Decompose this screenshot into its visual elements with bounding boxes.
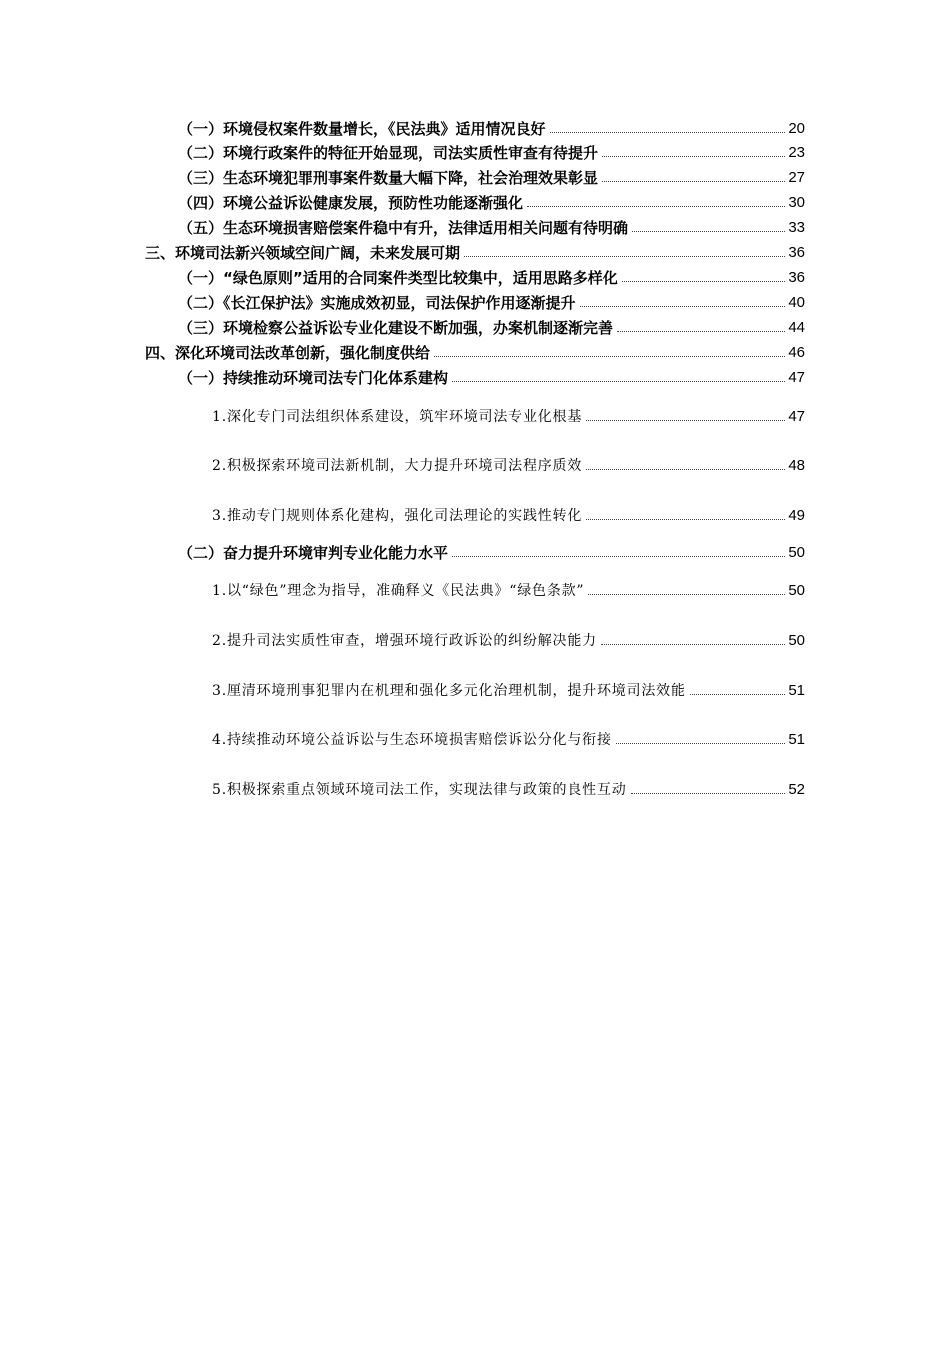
toc-entry-label: （一）持续推动环境司法专门化体系建构: [178, 369, 449, 387]
toc-page-number: 48: [788, 457, 805, 474]
toc-entry-label: （二）奋力提升环境审判专业化能力水平: [178, 544, 449, 562]
toc-page-number: 40: [788, 294, 805, 311]
toc-page-number: 44: [788, 319, 805, 336]
toc-page-number: 51: [788, 682, 805, 699]
toc-entry[interactable]: [145, 240, 805, 262]
toc-entry-label: 三、环境司法新兴领域空间广阔，未来发展可期: [145, 244, 461, 262]
toc-entry[interactable]: [212, 678, 805, 700]
dot-leader: [616, 743, 786, 744]
toc-entry-label: 1.深化专门司法组织体系建设，筑牢环境司法专业化根基: [212, 409, 583, 425]
toc-entry-label: 3.厘清环境刑事犯罪内在机理和强化多元化治理机制，提升环境司法效能: [212, 683, 686, 699]
toc-page-number: 49: [788, 507, 805, 524]
toc-entry[interactable]: [212, 503, 805, 525]
dot-leader: [631, 793, 786, 794]
toc-entry[interactable]: [178, 365, 805, 387]
toc-entry-label: （三）生态环境犯罪刑事案件数量大幅下降，社会治理效果彰显: [178, 169, 599, 187]
toc-page-number: 50: [788, 582, 805, 599]
toc-entry-label: （三）环境检察公益诉讼专业化建设不断加强，办案机制逐渐完善: [178, 319, 614, 337]
toc-page-number: 36: [788, 244, 805, 261]
toc-entry[interactable]: [178, 215, 805, 237]
toc-entry-label: 3.推动专门规则体系化建构，强化司法理论的实践性转化: [212, 508, 583, 524]
dot-leader: [588, 594, 785, 595]
dot-leader: [617, 331, 785, 332]
toc-page-number: 36: [788, 269, 805, 286]
toc-entry[interactable]: [178, 116, 805, 138]
toc-page-number: 50: [788, 544, 805, 561]
dot-leader: [452, 556, 785, 557]
toc-page-number: 20: [788, 120, 805, 137]
toc-entry-label: （五）生态环境损害赔偿案件稳中有升，法律适用相关问题有待明确: [178, 219, 629, 237]
dot-leader: [434, 356, 785, 357]
toc-page-number: 50: [788, 632, 805, 649]
toc-entry[interactable]: [178, 290, 805, 312]
dot-leader: [550, 132, 786, 133]
toc-page-number: 30: [788, 194, 805, 211]
toc-entry[interactable]: [178, 190, 805, 212]
dot-leader: [452, 381, 785, 382]
dot-leader: [580, 306, 786, 307]
dot-leader: [690, 694, 786, 695]
toc-entry[interactable]: [212, 628, 805, 650]
toc-page-number: 47: [788, 408, 805, 425]
dot-leader: [464, 256, 785, 257]
toc-page-number: 47: [788, 369, 805, 386]
toc-page-number: 52: [788, 781, 805, 798]
toc-entry-label: 1.以“绿色”理念为指导，准确释义《民法典》“绿色条款”: [212, 583, 585, 599]
dot-leader: [622, 281, 786, 282]
dot-leader: [586, 420, 785, 421]
toc-entry[interactable]: [178, 265, 805, 287]
toc-entry[interactable]: [212, 727, 805, 749]
dot-leader: [602, 156, 785, 157]
toc-entry[interactable]: [178, 315, 805, 337]
dot-leader: [632, 231, 785, 232]
dot-leader: [601, 644, 785, 645]
toc-entry[interactable]: [212, 777, 805, 799]
toc-entry[interactable]: [145, 340, 805, 362]
toc-entry[interactable]: [212, 578, 805, 600]
toc-entry-label: （一）环境侵权案件数量增长，《民法典》适用情况良好: [178, 120, 546, 138]
toc-page-number: 51: [788, 731, 805, 748]
toc-entry[interactable]: [212, 404, 805, 426]
dot-leader: [586, 519, 785, 520]
toc-entry-label: 5.积极探索重点领域环境司法工作，实现法律与政策的良性互动: [212, 782, 627, 798]
toc-entry[interactable]: [212, 453, 805, 475]
dot-leader: [602, 181, 785, 182]
toc-page-number: 23: [788, 144, 805, 161]
toc-entry-label: 2.提升司法实质性审查，增强环境行政诉讼的纠纷解决能力: [212, 633, 597, 649]
dot-leader: [527, 206, 785, 207]
toc-page-number: 27: [788, 169, 805, 186]
toc-entry-label: 2.积极探索环境司法新机制，大力提升环境司法程序质效: [212, 458, 583, 474]
toc-entry-label: （四）环境公益诉讼健康发展，预防性功能逐渐强化: [178, 194, 524, 212]
dot-leader: [586, 469, 785, 470]
toc-entry[interactable]: [178, 165, 805, 187]
toc-entry[interactable]: [178, 140, 805, 162]
toc-entry-label: 4.持续推动环境公益诉讼与生态环境损害赔偿诉讼分化与衔接: [212, 732, 612, 748]
toc-entry-label: （二）《长江保护法》实施成效初显，司法保护作用逐渐提升: [178, 294, 576, 312]
toc-entry-label: （一）“绿色原则”适用的合同案件类型比较集中，适用思路多样化: [178, 269, 618, 287]
toc-page-number: 46: [788, 344, 805, 361]
toc-entry-label: 四、深化环境司法改革创新，强化制度供给: [145, 344, 431, 362]
toc-page-number: 33: [788, 219, 805, 236]
toc-entry[interactable]: [178, 540, 805, 562]
toc-entry-label: （二）环境行政案件的特征开始显现，司法实质性审查有待提升: [178, 144, 599, 162]
